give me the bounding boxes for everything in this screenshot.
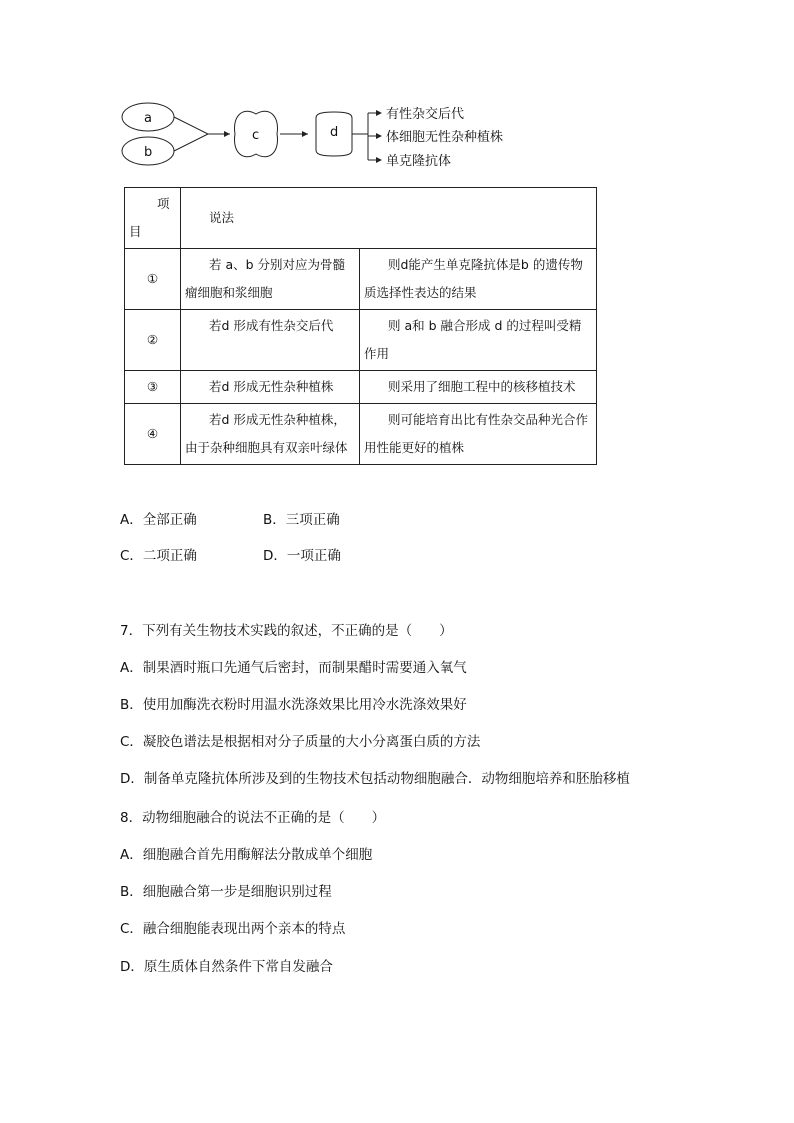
output-monoclonal-antibody: 单克隆抗体 <box>386 154 452 169</box>
table-row <box>125 404 597 465</box>
fusion-lines <box>174 117 208 151</box>
condition-cell: 若d 形成有性杂交后代 <box>181 310 360 371</box>
conclusion-cell: 则 a和 b 融合形成 d 的过程叫受精作用 <box>360 310 597 371</box>
table-header-row <box>125 188 597 249</box>
table-row <box>125 310 597 371</box>
q6-option-d[interactable]: D．一项正确 <box>263 548 341 564</box>
q7-option-d[interactable]: D．制备单克隆抗体所涉及到的生物技术包括动物细胞融合．动物细胞培养和胚胎移植 <box>120 771 630 787</box>
q8-option-c[interactable]: C．融合细胞能表现出两个亲本的特点 <box>120 921 346 937</box>
q7-option-b[interactable]: B．使用加酶洗衣粉时用温水洗涤效果比用冷水洗涤效果好 <box>120 697 467 713</box>
conclusion-cell: 则d能产生单克隆抗体是b 的遗传物质选择性表达的结果 <box>360 249 597 310</box>
q6-option-c[interactable]: C．二项正确 <box>120 548 197 564</box>
cell-d-label: d <box>330 125 339 140</box>
header-statement: 说法 <box>181 188 597 249</box>
q8-option-b[interactable]: B．细胞融合第一步是细胞识别过程 <box>120 884 332 900</box>
cell-fusion-diagram <box>118 96 538 176</box>
q6-option-b[interactable]: B．三项正确 <box>263 512 340 528</box>
conclusion-cell: 则采用了细胞工程中的核移植技术 <box>360 371 597 404</box>
row-number: ③ <box>125 371 181 404</box>
cell-c-label: c <box>252 128 260 143</box>
cell-a-label: a <box>144 111 152 126</box>
row-number: ④ <box>125 404 181 465</box>
condition-cell: 若d 形成无性杂种植株 <box>181 371 360 404</box>
output-sexual-offspring: 有性杂交后代 <box>386 107 465 122</box>
q7-option-c[interactable]: C．凝胶色谱法是根据相对分子质量的大小分离蛋白质的方法 <box>120 734 481 750</box>
q6-option-a[interactable]: A．全部正确 <box>120 512 197 528</box>
header-item: 项 目 <box>125 188 181 249</box>
statements-table <box>124 187 597 465</box>
q7-stem: 7．下列有关生物技术实践的叙述，不正确的是（ ） <box>120 623 453 639</box>
row-number: ① <box>125 249 181 310</box>
table-row <box>125 371 597 404</box>
conclusion-cell: 则可能培育出比有性杂交品种光合作用性能更好的植株 <box>360 404 597 465</box>
condition-cell: 若d 形成无性杂种植株，由于杂种细胞具有双亲叶绿体 <box>181 404 360 465</box>
q8-option-a[interactable]: A．细胞融合首先用酶解法分散成单个细胞 <box>120 847 373 863</box>
table-row <box>125 249 597 310</box>
q8-stem: 8．动物细胞融合的说法不正确的是（ ） <box>120 810 386 826</box>
condition-cell: 若 a、b 分别对应为骨髓瘤细胞和浆细胞 <box>181 249 360 310</box>
q8-option-d[interactable]: D．原生质体自然条件下常自发融合 <box>120 959 333 975</box>
cell-b-label: b <box>144 145 153 160</box>
output-somatic-hybrid: 体细胞无性杂种植株 <box>386 130 504 145</box>
row-number: ② <box>125 310 181 371</box>
q7-option-a[interactable]: A．制果酒时瓶口先通气后密封，而制果醋时需要通入氧气 <box>120 660 467 676</box>
